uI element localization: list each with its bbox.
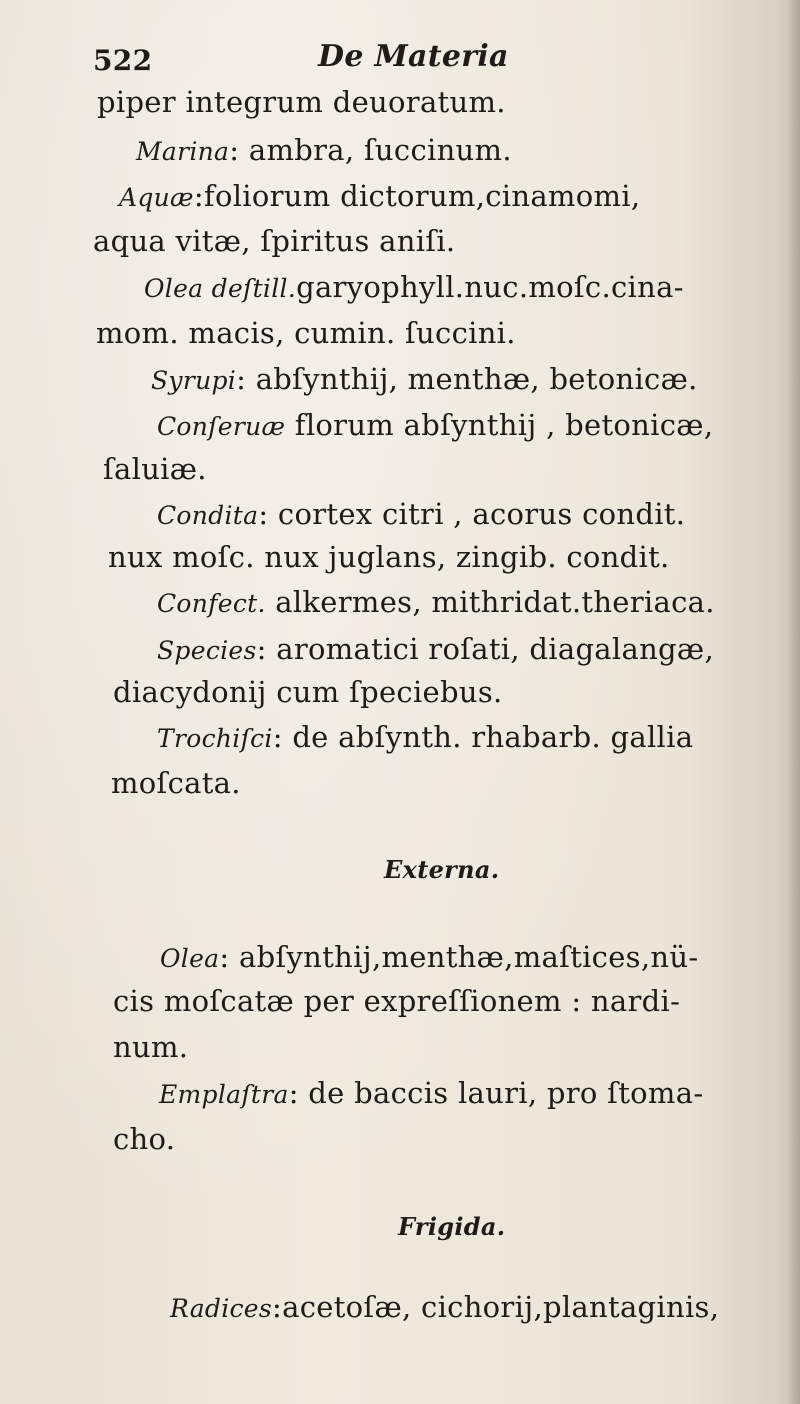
section-heading: Externa. — [384, 855, 500, 884]
line-text: : abſynthij,menthæ,maſtices,nü- — [219, 940, 699, 974]
line-text: : abſynthij, menthæ, betonicæ. — [236, 362, 698, 396]
line-text: :foliorum dictorum,cinamomi, — [193, 179, 641, 213]
text-line — [160, 940, 698, 976]
line-label: Olea — [160, 944, 220, 973]
running-head: De Materia — [318, 39, 509, 74]
line-text: cho. — [113, 1122, 176, 1156]
section-heading: Frigida. — [398, 1212, 506, 1241]
line-label: Trochiſci — [157, 724, 273, 753]
text-line — [157, 632, 714, 668]
line-text: florum abſynthij , betonicæ, — [285, 408, 714, 442]
text-line — [119, 179, 640, 215]
line-text: diacydonij cum ſpeciebus. — [113, 675, 503, 709]
line-text: : de abſynth. rhabarb. gallia — [272, 720, 694, 754]
text-line — [144, 270, 684, 306]
line-label: Condita — [157, 501, 259, 530]
text-line — [151, 362, 698, 398]
line-text: aqua vitæ, ſpiritus aniſi. — [93, 224, 456, 258]
line-text: nux moſc. nux juglans, zingib. condit. — [108, 540, 670, 574]
text-line — [113, 675, 503, 709]
line-text: : aromatici roſati, diagalangæ, — [256, 632, 714, 666]
text-line — [103, 452, 207, 486]
line-text: : cortex citri , acorus condit. — [258, 497, 686, 531]
line-label: Olea deſtill. — [144, 274, 297, 303]
line-text: : ambra, ſuccinum. — [229, 133, 512, 167]
text-line — [113, 984, 680, 1018]
text-line — [96, 316, 516, 350]
line-text: num. — [113, 1030, 189, 1064]
text-line — [113, 1122, 175, 1156]
text-line — [157, 497, 685, 533]
text-line — [111, 766, 241, 800]
line-text: alkermes, mithridat.theriaca. — [265, 585, 715, 619]
line-text: cis moſcatæ per expreſſionem : nardi- — [113, 984, 681, 1018]
line-label: Conſeruæ — [157, 412, 286, 441]
text-line — [157, 408, 713, 444]
text-line — [136, 133, 512, 169]
text-line — [113, 1030, 188, 1064]
text-line — [97, 85, 506, 119]
page-number: 522 — [93, 44, 153, 77]
line-text: :acetoſæ, cichorij,plantaginis, — [272, 1290, 720, 1324]
text-line — [170, 1290, 719, 1326]
line-label: Aquæ — [119, 183, 194, 212]
text-line — [93, 224, 455, 258]
line-text: : de baccis lauri, pro ſtoma- — [288, 1076, 704, 1110]
line-label: Emplaſtra — [159, 1080, 289, 1109]
line-label: Syrupi — [151, 366, 237, 395]
line-text: moſcata. — [111, 766, 241, 800]
text-line — [159, 1076, 703, 1112]
text-line — [157, 720, 693, 756]
line-label: Species — [157, 636, 257, 665]
text-line — [157, 585, 715, 621]
text-line — [108, 540, 670, 574]
line-text: garyophyll.nuc.moſc.cina- — [296, 270, 684, 304]
line-label: Radices — [170, 1294, 273, 1323]
line-label: Marina — [136, 137, 230, 166]
line-text: mom. macis, cumin. ſuccini. — [96, 316, 516, 350]
line-label: Confect. — [157, 589, 266, 618]
line-text: ſaluiæ. — [103, 452, 207, 486]
line-text: piper integrum deuoratum. — [97, 85, 506, 119]
page-edge-shadow — [786, 0, 800, 1404]
